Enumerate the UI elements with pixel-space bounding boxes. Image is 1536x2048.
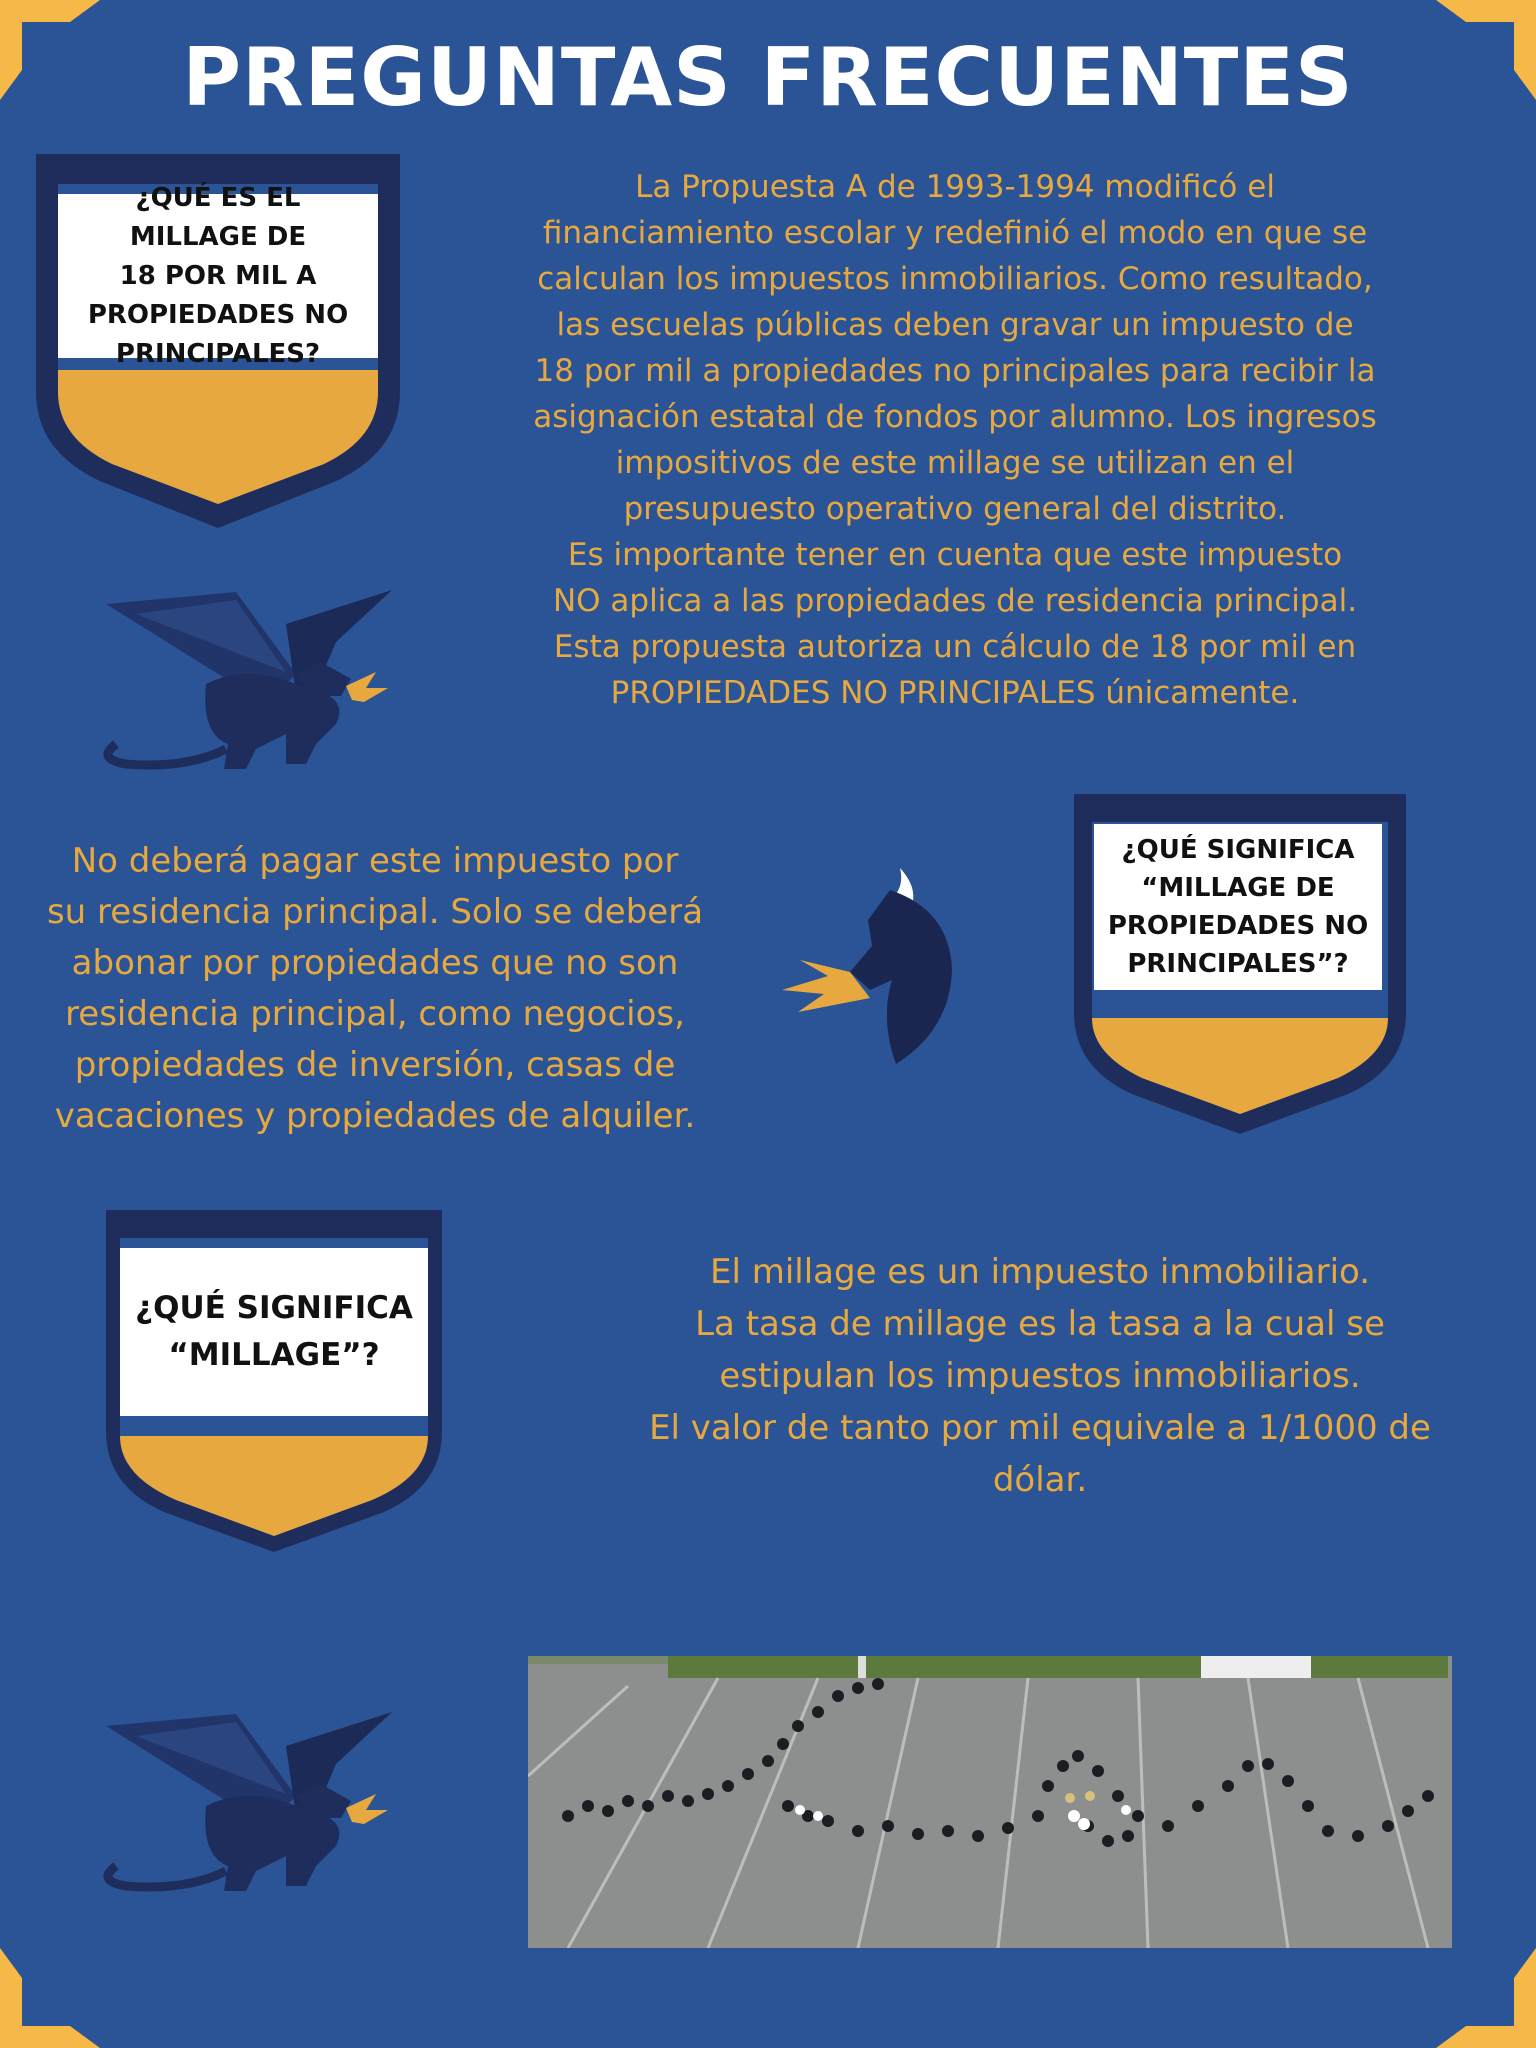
answer-line: dólar. xyxy=(992,1460,1088,1500)
answer-line: Esta propuesta autoriza un cálculo de 18 por mil en xyxy=(553,629,1357,665)
question-badge-1 xyxy=(34,152,402,530)
answer-line: asignación estatal de fondos por alumno. Los ingresos xyxy=(533,399,1377,435)
question-label-2 xyxy=(1094,824,1382,990)
question-line: ¿QUÉ ES EL xyxy=(135,182,301,213)
question-line: 18 POR MIL A xyxy=(119,260,317,291)
dragon-head-fire-icon xyxy=(780,860,956,1066)
question-line: “MILLAGE DE xyxy=(1141,873,1335,903)
question-line: PRINCIPALES? xyxy=(115,338,321,369)
answer-line: residencia principal, como negocios, xyxy=(65,994,685,1034)
question-line: PROPIEDADES NO xyxy=(87,299,349,330)
answer-line: estipulan los impuestos inmobiliarios. xyxy=(719,1356,1361,1396)
corner-ornament-bottom-right xyxy=(1426,1938,1536,2048)
answer-line: abonar por propiedades que no son xyxy=(71,943,679,983)
answer-line: las escuelas públicas deben gravar un impuesto de xyxy=(556,307,1354,343)
question-label-1 xyxy=(58,182,378,369)
question-badge-2 xyxy=(1072,792,1408,1136)
answer-line: 18 por mil a propiedades no principales para recibir la xyxy=(534,353,1376,389)
question-line: ¿QUÉ SIGNIFICA xyxy=(1121,835,1355,865)
answer-line: NO aplica a las propiedades de residencia principal. xyxy=(552,583,1358,619)
answer-line: No deberá pagar este impuesto por xyxy=(71,841,679,881)
answer-line: PROPIEDADES NO PRINCIPALES únicamente. xyxy=(610,675,1300,711)
answer-line: su residencia principal. Solo se deberá xyxy=(46,892,704,932)
answer-line: La Propuesta A de 1993-1994 modificó el xyxy=(635,169,1275,205)
question-line: ¿QUÉ SIGNIFICA xyxy=(135,1290,413,1326)
answer-line: impositivos de este millage se utilizan en el xyxy=(615,445,1295,481)
answer-line: financiamiento escolar y redefinió el modo en que se xyxy=(542,215,1368,251)
question-line: “MILLAGE”? xyxy=(168,1337,380,1373)
answer-line: presupuesto operativo general del distrito. xyxy=(623,491,1287,527)
marching-band-photo-image xyxy=(528,1656,1452,1948)
question-badge-3 xyxy=(104,1208,444,1554)
marching-band-formation-photo xyxy=(528,1656,1452,1948)
question-line: PRINCIPALES”? xyxy=(1127,949,1349,979)
dragon-mascot-icon xyxy=(96,1706,396,1896)
question-label-3 xyxy=(120,1248,428,1416)
answer-line: La tasa de millage es la tasa a la cual se xyxy=(695,1304,1385,1344)
corner-ornament-bottom-left xyxy=(0,1938,110,2048)
answer-line: calculan los impuestos inmobiliarios. Como resultado, xyxy=(537,261,1373,297)
answer-line: Es importante tener en cuenta que este impuesto xyxy=(567,537,1343,573)
answer-text-3 xyxy=(600,1246,1480,1506)
answer-line: vacaciones y propiedades de alquiler. xyxy=(54,1096,696,1136)
answer-text-1 xyxy=(498,164,1412,716)
answer-line: propiedades de inversión, casas de xyxy=(74,1045,676,1085)
question-line: PROPIEDADES NO xyxy=(1107,911,1369,941)
page-title: PREGUNTAS FRECUENTES xyxy=(182,31,1354,124)
answer-text-2 xyxy=(20,836,730,1142)
dragon-mascot-icon xyxy=(96,584,396,774)
question-line: MILLAGE DE xyxy=(129,221,307,252)
answer-line: El valor de tanto por mil equivale a 1/1000 de xyxy=(649,1408,1431,1448)
answer-line: El millage es un impuesto inmobiliario. xyxy=(709,1252,1371,1292)
